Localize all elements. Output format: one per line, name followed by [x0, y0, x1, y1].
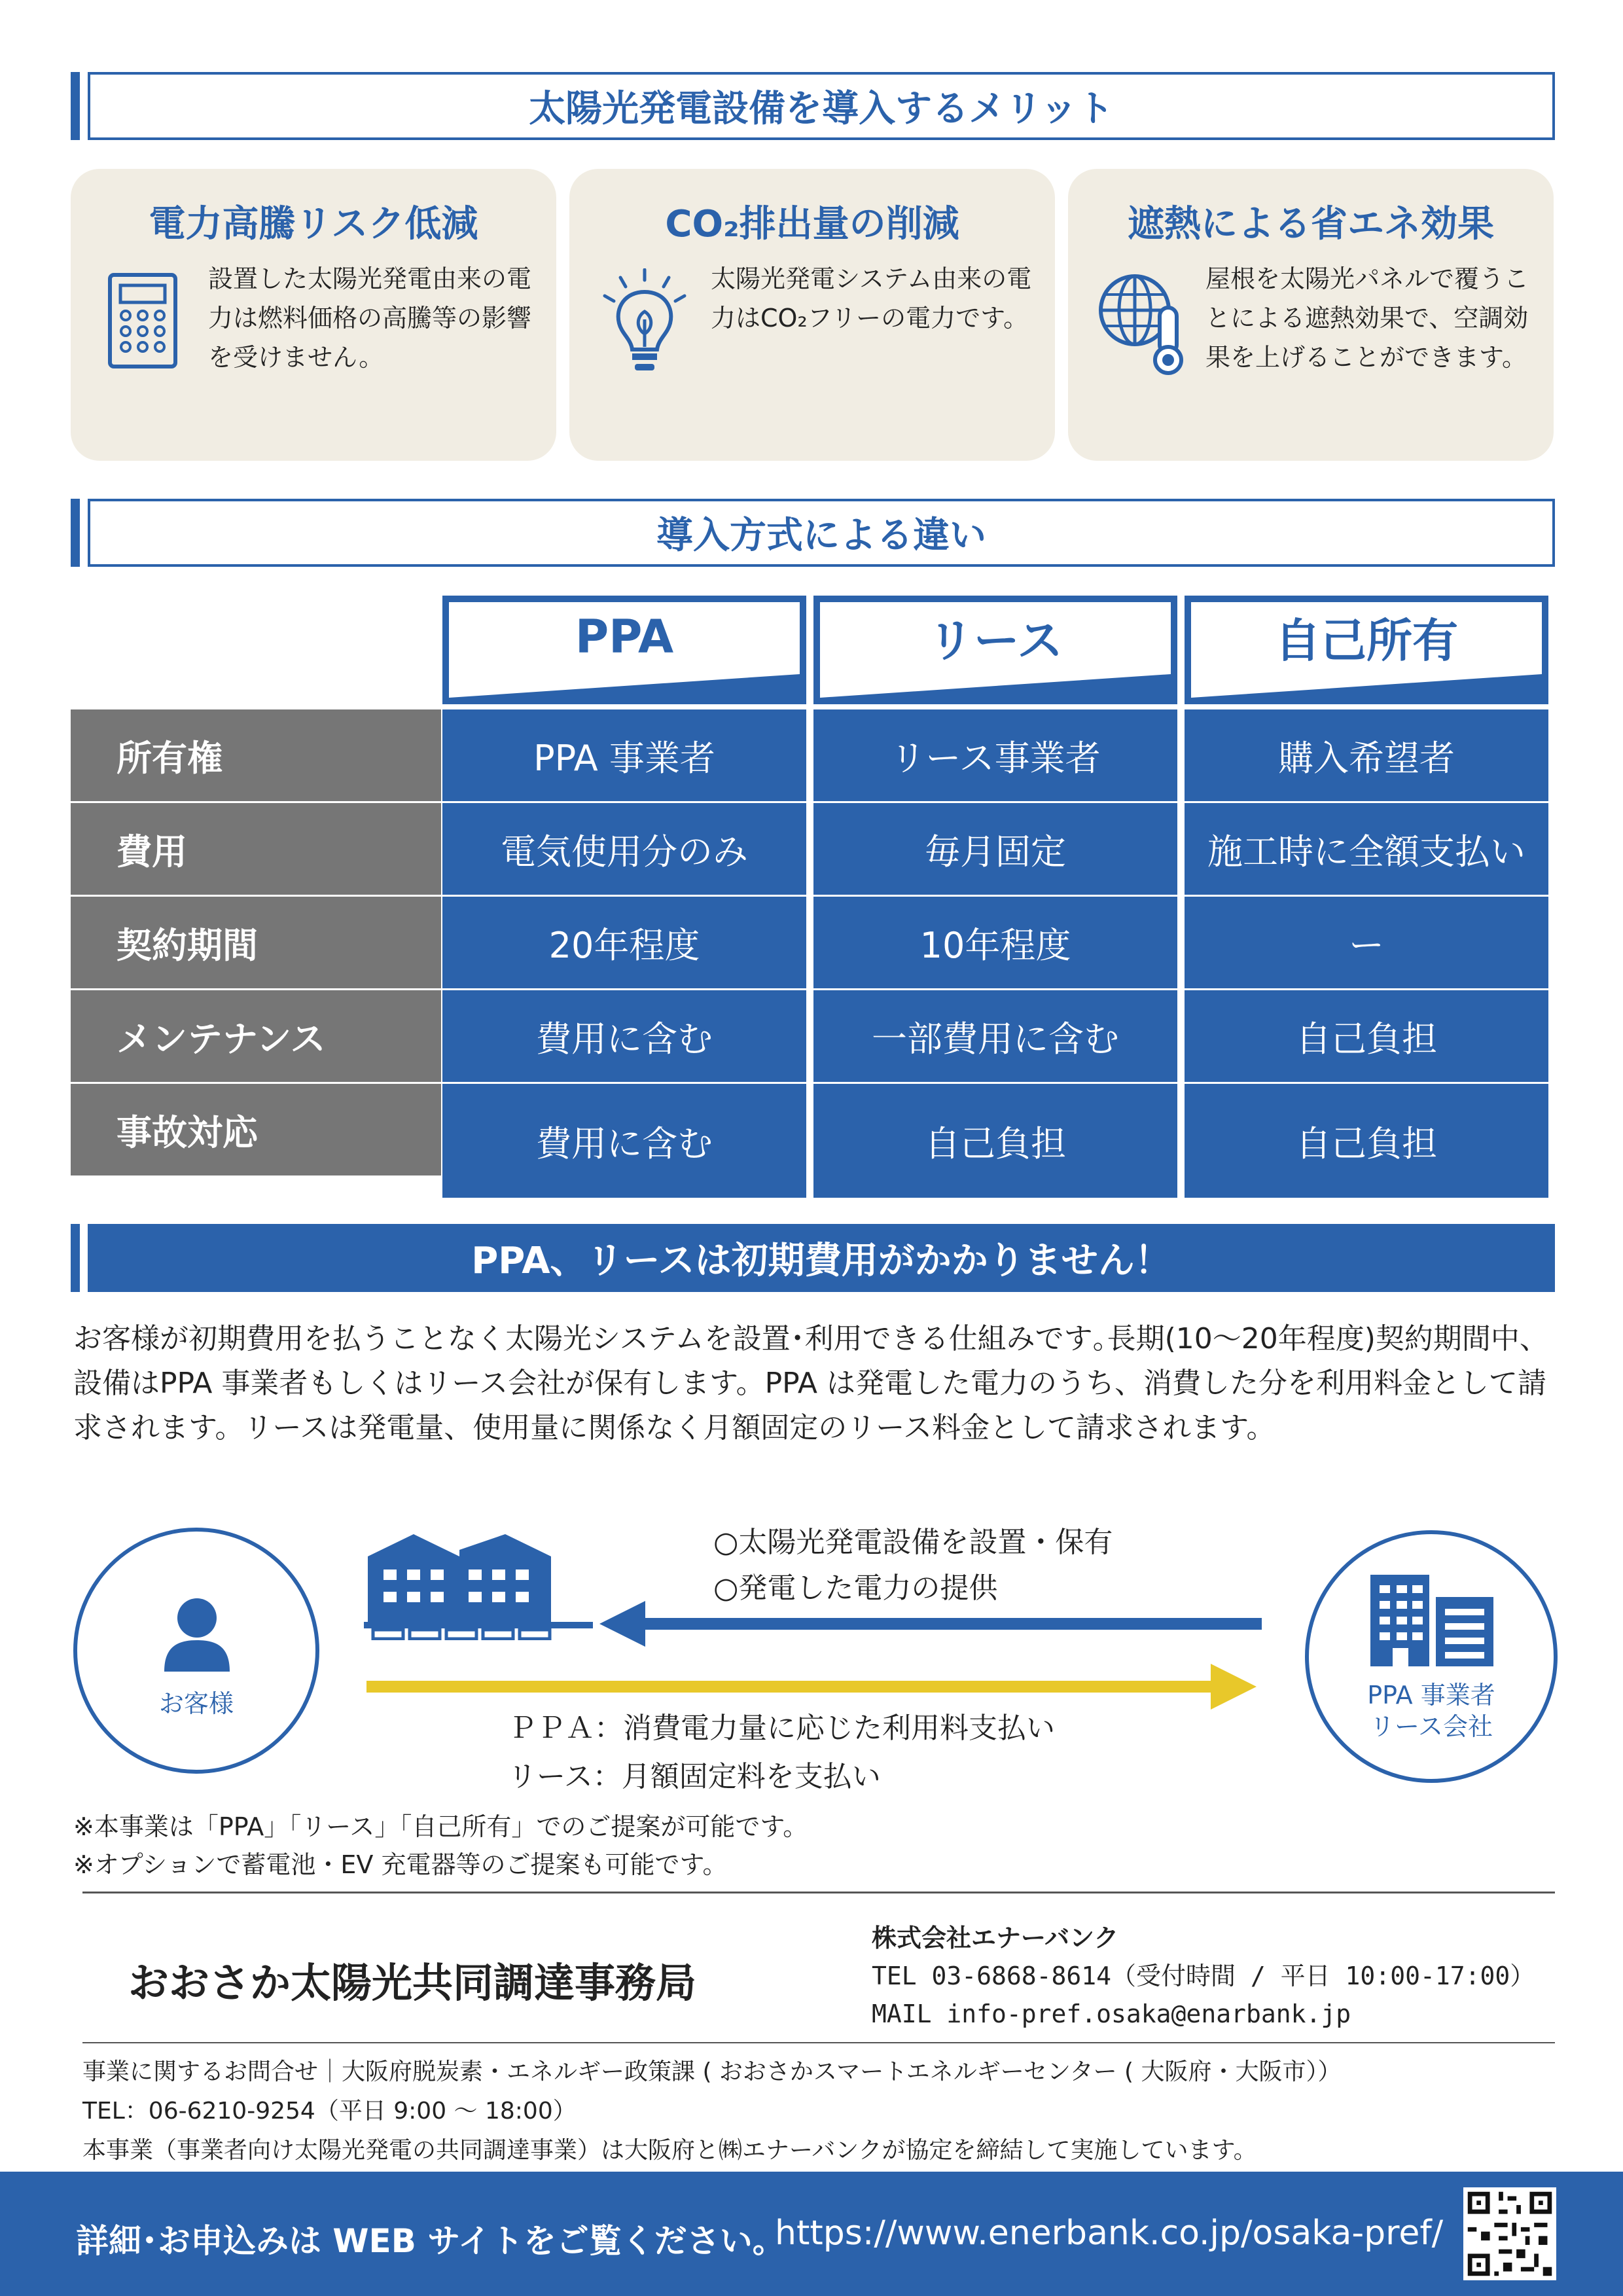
table-cell: 自己負担	[1185, 1084, 1548, 1198]
row-label-cost: 費用	[71, 803, 441, 895]
customer-label: お客様	[158, 1689, 234, 1718]
footer-url[interactable]: https://www.enerbank.co.jp/osaka-pref/	[775, 2214, 1444, 2253]
inquiry-line: 本事業（事業者向け太陽光発電の共同調達事業）は大阪府と㈱エナーバンクが協定を締結して実施しています。	[82, 2137, 1257, 2164]
merit-card-3	[1068, 169, 1554, 461]
merits-section-header	[71, 72, 1555, 140]
table-cell: 一部費用に含む	[813, 990, 1177, 1082]
office-building-icon	[1366, 1571, 1497, 1669]
inquiry-line: TEL：06-6210-9254（平日 9:00 〜 18:00）	[82, 2098, 577, 2125]
row-label-accident: 事故対応	[71, 1084, 441, 1175]
comparison-section-header	[71, 499, 1555, 567]
table-cell: 20年程度	[442, 897, 806, 988]
row-label-maintenance: メンテナンス	[71, 990, 441, 1082]
footer-banner	[0, 2172, 1623, 2296]
table-cell: リース事業者	[813, 709, 1177, 801]
table-cell: 10年程度	[813, 897, 1177, 988]
service-arrow	[599, 1601, 1262, 1647]
note-line: ※本事業は「PPA」「リース」「自己所有」でのご提案が可能です。	[73, 1812, 808, 1841]
merit-card-title: 電力高騰リスク低減	[149, 203, 478, 245]
office-mail[interactable]: MAIL info-pref.osaka@enarbank.jp	[872, 2000, 1351, 2028]
inquiry-line: 事業に関するお問合せ｜大阪府脱炭素・エネルギー政策課 ( おおさかスマートエネルギーセンター ( 大阪府・大阪市））	[82, 2058, 1342, 2085]
no-initial-cost-header	[71, 1224, 1555, 1292]
customer-circle	[73, 1528, 319, 1774]
qr-code-icon[interactable]	[1463, 2187, 1556, 2280]
table-cell: 費用に含む	[442, 1084, 806, 1198]
office-contact	[872, 1919, 1535, 2033]
factory-icon	[364, 1530, 593, 1640]
service-item: ○太陽光発電設備を設置・保有	[713, 1526, 1113, 1559]
no-initial-cost-title: PPA、リースは初期費用がかかりません！	[88, 1224, 1555, 1292]
office-name: おおさか太陽光共同調達事務局	[128, 1959, 697, 2007]
merit-card-text: 太陽光発電システム由来の電力はCO₂フリーの電力です。	[711, 264, 1032, 332]
person-icon	[161, 1594, 233, 1673]
table-cell: 自己負担	[1185, 990, 1548, 1082]
eco-lightbulb-icon	[596, 268, 694, 380]
comparison-title: 導入方式による違い	[88, 499, 1555, 567]
office-tel: TEL 03-6868-8614（受付時間 / 平日 10:00-17:00）	[872, 1962, 1535, 1990]
row-label-ownership: 所有権	[71, 709, 441, 801]
table-cell: 毎月固定	[813, 803, 1177, 895]
payment-item: リース：月額固定料を支払い	[508, 1760, 881, 1793]
merit-card-text: 屋根を太陽光パネルで覆うことによる遮熱効果で、空調効果を上げることができます。	[1205, 264, 1529, 372]
table-cell: PPA 事業者	[442, 709, 806, 801]
payment-list	[508, 1704, 1055, 1801]
merit-card-1	[71, 169, 556, 461]
provider-label: PPA 事業者 リース会社	[1367, 1681, 1495, 1741]
payment-item: ＰＰＡ：消費電力量に応じた利用料支払い	[508, 1712, 1055, 1745]
table-cell: 施工時に全額支払い	[1185, 803, 1548, 895]
payment-arrow	[366, 1664, 1257, 1710]
provider-circle	[1305, 1530, 1558, 1783]
table-cell: ー	[1185, 897, 1548, 988]
explanation-paragraph: お客様が初期費用を払うことなく太陽光システムを設置･利用できる仕組みです｡長期(10〜20年程度)契約期間中、設備はPPA 事業者もしくはリース会社が保有します。PPA は発電した電力のうち、消費した分を利用料金として請求されます。リースは発電量、使用量に関係なく月額固定のリース料金として請求されます。	[73, 1322, 1548, 1444]
table-cell: 購入希望者	[1185, 709, 1548, 801]
table-cell: 電気使用分のみ	[442, 803, 806, 895]
calculator-icon	[97, 268, 195, 380]
inquiry-block	[82, 2053, 1575, 2170]
divider	[82, 2042, 1555, 2043]
merit-card-2	[569, 169, 1055, 461]
column-header-lease: リース	[813, 596, 1177, 704]
merit-card-text: 設置した太陽光発電由来の電力は燃料価格の高騰等の影響を受けません。	[208, 264, 532, 372]
note-line: ※オプションで蓄電池・EV 充電器等のご提案も可能です。	[73, 1850, 728, 1879]
merit-card-title: 遮熱による省エネ効果	[1128, 203, 1494, 245]
merits-title: 太陽光発電設備を導入するメリット	[88, 72, 1555, 140]
table-cell: 費用に含む	[442, 990, 806, 1082]
merit-card-title: CO₂排出量の削減	[665, 203, 959, 245]
service-list	[713, 1520, 1113, 1611]
column-header-self-owned: 自己所有	[1185, 596, 1548, 704]
divider	[82, 1892, 1555, 1893]
company-name: 株式会社エナーバンク	[872, 1924, 1119, 1952]
service-item: ○発電した電力の提供	[713, 1571, 998, 1605]
row-label-contract-period: 契約期間	[71, 897, 441, 988]
column-header-ppa: PPA	[442, 596, 806, 704]
footer-text: 詳細･お申込みは WEB サイトをご覧ください。	[76, 2222, 785, 2260]
globe-thermometer-icon	[1094, 268, 1192, 380]
table-cell: 自己負担	[813, 1084, 1177, 1198]
